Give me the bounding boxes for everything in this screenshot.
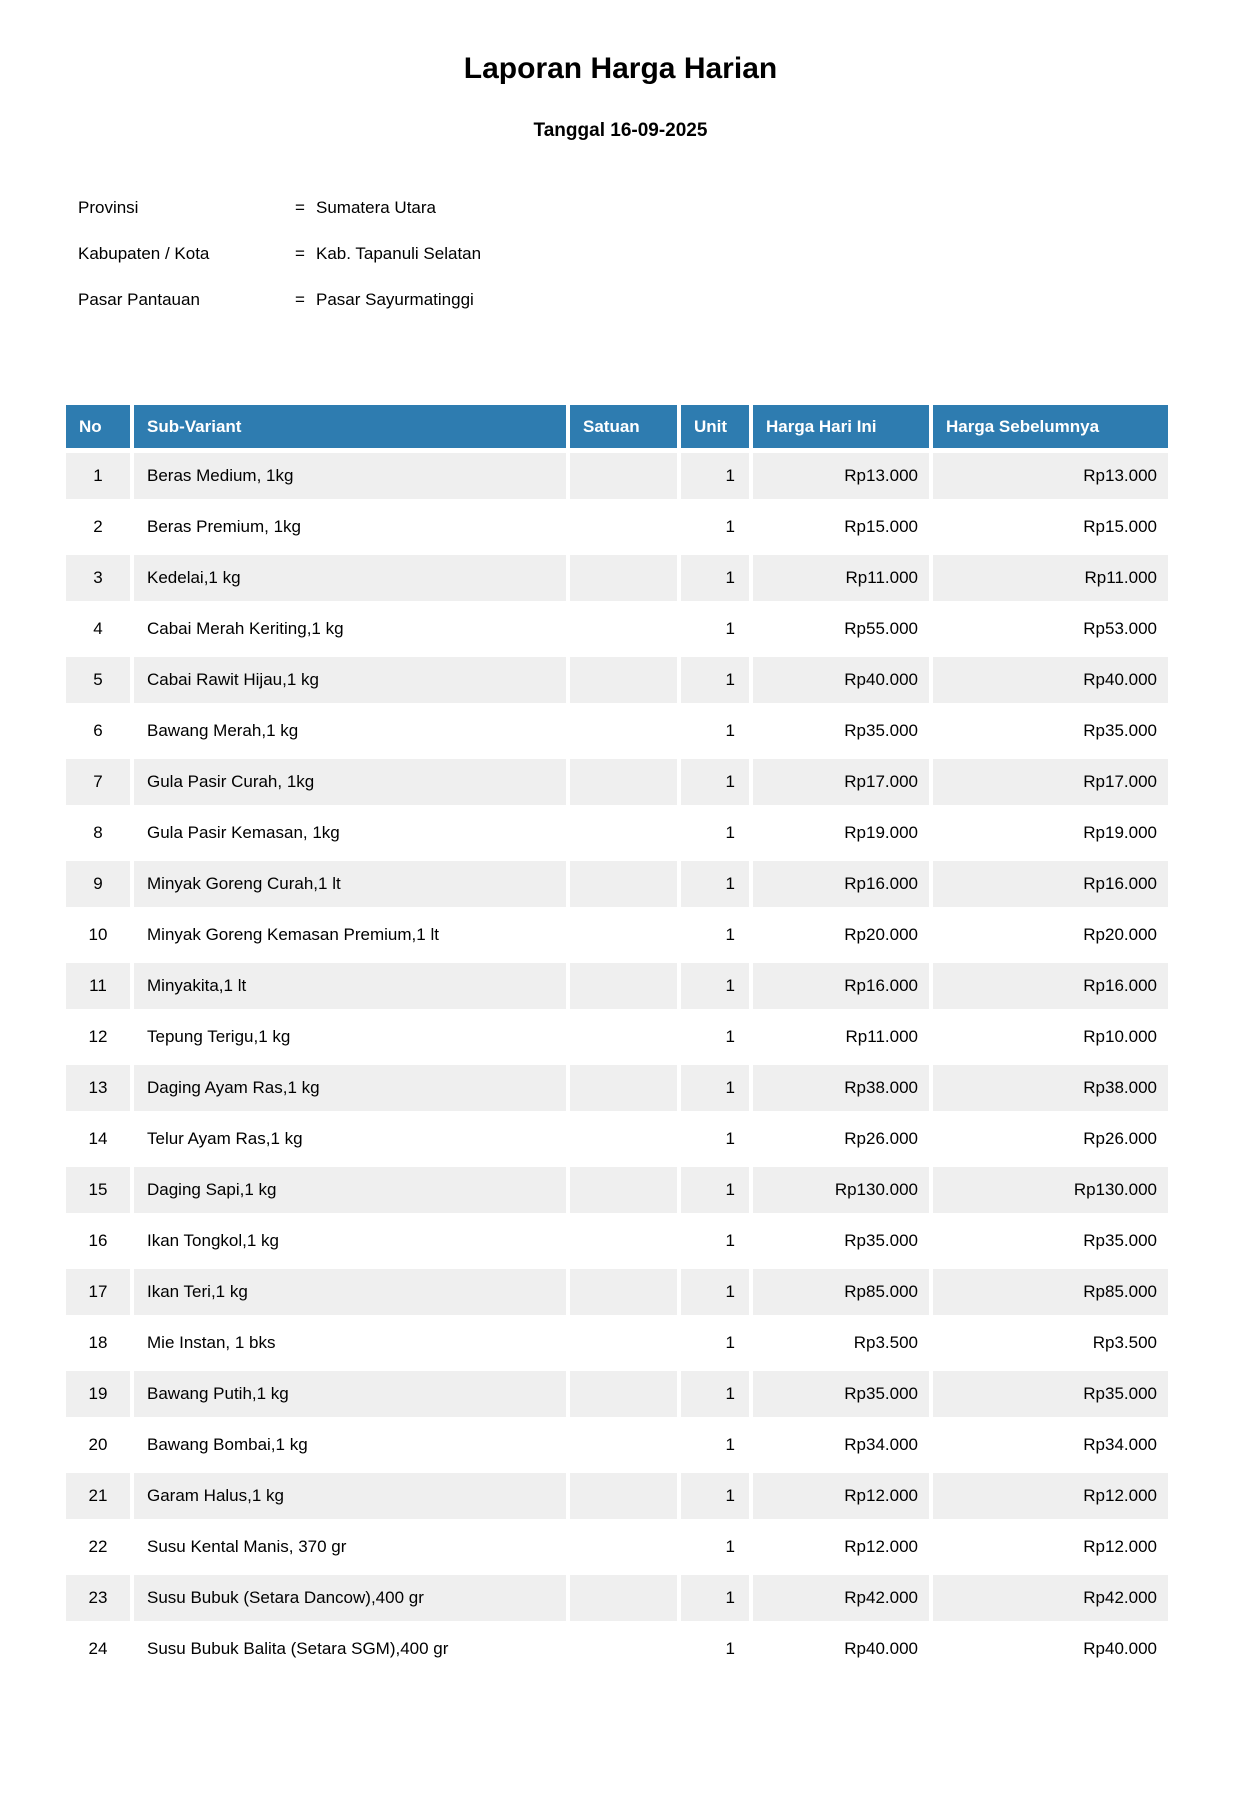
cell-no: 9 [66,861,130,907]
cell-harga-sebelumnya: Rp12.000 [933,1473,1168,1519]
price-table-body [66,453,1168,1672]
cell-harga-hari-ini: Rp13.000 [753,453,929,499]
cell-no: 19 [66,1371,130,1417]
cell-harga-hari-ini: Rp16.000 [753,963,929,1009]
cell-sub-variant: Susu Bubuk Balita (Setara SGM),400 gr [134,1626,566,1672]
table-row [66,453,1168,499]
table-row [66,1218,1168,1264]
cell-harga-sebelumnya: Rp20.000 [933,912,1168,958]
meta-field-row [78,185,1241,231]
cell-harga-sebelumnya: Rp10.000 [933,1014,1168,1060]
cell-no: 14 [66,1116,130,1162]
table-row [66,1371,1168,1417]
cell-unit: 1 [681,708,749,754]
column-header-harga-sebelumnya: Harga Sebelumnya [933,405,1168,448]
table-row [66,1524,1168,1570]
cell-harga-hari-ini: Rp130.000 [753,1167,929,1213]
cell-harga-sebelumnya: Rp53.000 [933,606,1168,652]
cell-no: 1 [66,453,130,499]
cell-satuan [570,1218,677,1264]
meta-label: Provinsi [78,198,139,217]
cell-sub-variant: Minyak Goreng Kemasan Premium,1 lt [134,912,566,958]
cell-satuan [570,1422,677,1468]
cell-satuan [570,1626,677,1672]
cell-no: 12 [66,1014,130,1060]
cell-harga-sebelumnya: Rp35.000 [933,1371,1168,1417]
column-header-satuan: Satuan [570,405,677,448]
cell-sub-variant: Minyakita,1 lt [134,963,566,1009]
cell-satuan [570,810,677,856]
cell-no: 13 [66,1065,130,1111]
table-row [66,1626,1168,1672]
cell-sub-variant: Bawang Bombai,1 kg [134,1422,566,1468]
cell-unit: 1 [681,1116,749,1162]
cell-no: 11 [66,963,130,1009]
cell-sub-variant: Gula Pasir Curah, 1kg [134,759,566,805]
cell-unit: 1 [681,1218,749,1264]
cell-sub-variant: Cabai Rawit Hijau,1 kg [134,657,566,703]
table-row [66,657,1168,703]
table-row [66,1065,1168,1111]
cell-no: 3 [66,555,130,601]
cell-harga-hari-ini: Rp35.000 [753,1371,929,1417]
cell-satuan [570,657,677,703]
cell-unit: 1 [681,861,749,907]
cell-unit: 1 [681,555,749,601]
cell-unit: 1 [681,657,749,703]
cell-no: 20 [66,1422,130,1468]
cell-no: 18 [66,1320,130,1366]
cell-harga-hari-ini: Rp40.000 [753,657,929,703]
meta-value: Pasar Sayurmatinggi [316,290,474,309]
cell-sub-variant: Minyak Goreng Curah,1 lt [134,861,566,907]
cell-harga-sebelumnya: Rp16.000 [933,963,1168,1009]
cell-unit: 1 [681,1167,749,1213]
cell-unit: 1 [681,1473,749,1519]
table-row [66,963,1168,1009]
cell-satuan [570,1167,677,1213]
cell-harga-sebelumnya: Rp130.000 [933,1167,1168,1213]
table-row [66,555,1168,601]
meta-equals-sign: = [295,244,305,263]
cell-no: 15 [66,1167,130,1213]
cell-harga-hari-ini: Rp55.000 [753,606,929,652]
price-table [62,400,1172,1677]
cell-harga-hari-ini: Rp85.000 [753,1269,929,1315]
cell-unit: 1 [681,1269,749,1315]
cell-satuan [570,1269,677,1315]
cell-sub-variant: Beras Premium, 1kg [134,504,566,550]
cell-harga-hari-ini: Rp11.000 [753,1014,929,1060]
cell-harga-hari-ini: Rp42.000 [753,1575,929,1621]
meta-field-row [78,277,1241,323]
cell-no: 16 [66,1218,130,1264]
cell-unit: 1 [681,1065,749,1111]
table-header-row [66,405,1168,448]
cell-unit: 1 [681,810,749,856]
cell-satuan [570,1473,677,1519]
cell-sub-variant: Kedelai,1 kg [134,555,566,601]
cell-unit: 1 [681,759,749,805]
table-row [66,861,1168,907]
cell-no: 7 [66,759,130,805]
cell-harga-sebelumnya: Rp11.000 [933,555,1168,601]
cell-harga-sebelumnya: Rp35.000 [933,1218,1168,1264]
cell-sub-variant: Garam Halus,1 kg [134,1473,566,1519]
cell-harga-hari-ini: Rp19.000 [753,810,929,856]
cell-harga-sebelumnya: Rp26.000 [933,1116,1168,1162]
cell-harga-sebelumnya: Rp40.000 [933,657,1168,703]
cell-satuan [570,1371,677,1417]
meta-value: Kab. Tapanuli Selatan [316,244,482,263]
cell-no: 24 [66,1626,130,1672]
cell-satuan [570,1524,677,1570]
cell-no: 17 [66,1269,130,1315]
cell-no: 10 [66,912,130,958]
cell-harga-sebelumnya: Rp12.000 [933,1524,1168,1570]
cell-satuan [570,504,677,550]
cell-no: 21 [66,1473,130,1519]
cell-harga-hari-ini: Rp15.000 [753,504,929,550]
cell-sub-variant: Susu Bubuk (Setara Dancow),400 gr [134,1575,566,1621]
cell-harga-hari-ini: Rp11.000 [753,555,929,601]
cell-harga-hari-ini: Rp26.000 [753,1116,929,1162]
cell-no: 4 [66,606,130,652]
cell-unit: 1 [681,1014,749,1060]
cell-harga-hari-ini: Rp34.000 [753,1422,929,1468]
column-header-harga-hari-ini: Harga Hari Ini [753,405,929,448]
meta-value: Sumatera Utara [316,198,436,217]
cell-unit: 1 [681,504,749,550]
cell-satuan [570,1065,677,1111]
meta-field-row [78,231,1241,277]
meta-equals-sign: = [295,290,305,309]
cell-harga-hari-ini: Rp38.000 [753,1065,929,1111]
cell-satuan [570,453,677,499]
cell-satuan [570,1116,677,1162]
cell-harga-sebelumnya: Rp16.000 [933,861,1168,907]
cell-satuan [570,1320,677,1366]
cell-harga-hari-ini: Rp35.000 [753,1218,929,1264]
page-subtitle: Tanggal 16-09-2025 [533,120,708,141]
cell-unit: 1 [681,1626,749,1672]
cell-unit: 1 [681,453,749,499]
table-row [66,1473,1168,1519]
cell-harga-hari-ini: Rp3.500 [753,1320,929,1366]
meta-label: Kabupaten / Kota [78,244,210,263]
cell-harga-hari-ini: Rp17.000 [753,759,929,805]
table-row [66,504,1168,550]
cell-no: 2 [66,504,130,550]
cell-harga-sebelumnya: Rp38.000 [933,1065,1168,1111]
cell-satuan [570,1014,677,1060]
cell-harga-hari-ini: Rp35.000 [753,708,929,754]
cell-harga-hari-ini: Rp16.000 [753,861,929,907]
cell-unit: 1 [681,1422,749,1468]
cell-harga-hari-ini: Rp12.000 [753,1473,929,1519]
cell-harga-sebelumnya: Rp17.000 [933,759,1168,805]
cell-harga-sebelumnya: Rp42.000 [933,1575,1168,1621]
cell-harga-hari-ini: Rp20.000 [753,912,929,958]
cell-satuan [570,861,677,907]
cell-no: 6 [66,708,130,754]
cell-harga-sebelumnya: Rp34.000 [933,1422,1168,1468]
page-title: Laporan Harga Harian [463,52,778,85]
table-row [66,708,1168,754]
cell-unit: 1 [681,606,749,652]
cell-sub-variant: Bawang Putih,1 kg [134,1371,566,1417]
cell-unit: 1 [681,1320,749,1366]
cell-satuan [570,606,677,652]
cell-no: 8 [66,810,130,856]
table-row [66,1167,1168,1213]
table-row [66,1116,1168,1162]
cell-satuan [570,912,677,958]
cell-no: 5 [66,657,130,703]
table-row [66,912,1168,958]
report-meta [78,185,1241,323]
table-row [66,759,1168,805]
table-row [66,1422,1168,1468]
cell-harga-sebelumnya: Rp19.000 [933,810,1168,856]
cell-no: 22 [66,1524,130,1570]
table-row [66,1014,1168,1060]
cell-satuan [570,555,677,601]
cell-unit: 1 [681,963,749,1009]
cell-sub-variant: Ikan Teri,1 kg [134,1269,566,1315]
cell-sub-variant: Telur Ayam Ras,1 kg [134,1116,566,1162]
cell-unit: 1 [681,1524,749,1570]
meta-label: Pasar Pantauan [78,290,200,309]
cell-sub-variant: Mie Instan, 1 bks [134,1320,566,1366]
cell-sub-variant: Tepung Terigu,1 kg [134,1014,566,1060]
cell-harga-sebelumnya: Rp35.000 [933,708,1168,754]
cell-sub-variant: Cabai Merah Keriting,1 kg [134,606,566,652]
cell-harga-hari-ini: Rp12.000 [753,1524,929,1570]
cell-sub-variant: Susu Kental Manis, 370 gr [134,1524,566,1570]
table-row [66,606,1168,652]
cell-sub-variant: Daging Sapi,1 kg [134,1167,566,1213]
table-row [66,1320,1168,1366]
cell-harga-hari-ini: Rp40.000 [753,1626,929,1672]
cell-sub-variant: Bawang Merah,1 kg [134,708,566,754]
cell-sub-variant: Gula Pasir Kemasan, 1kg [134,810,566,856]
cell-satuan [570,759,677,805]
column-header-unit: Unit [681,405,749,448]
table-row [66,1269,1168,1315]
table-row [66,1575,1168,1621]
cell-unit: 1 [681,912,749,958]
cell-satuan [570,963,677,1009]
cell-harga-sebelumnya: Rp15.000 [933,504,1168,550]
cell-harga-sebelumnya: Rp13.000 [933,453,1168,499]
cell-satuan [570,708,677,754]
cell-satuan [570,1575,677,1621]
column-header-no: No [66,405,130,448]
meta-equals-sign: = [295,198,305,217]
column-header-sub-variant: Sub-Variant [134,405,566,448]
cell-sub-variant: Daging Ayam Ras,1 kg [134,1065,566,1111]
cell-sub-variant: Beras Medium, 1kg [134,453,566,499]
cell-unit: 1 [681,1371,749,1417]
table-row [66,810,1168,856]
cell-sub-variant: Ikan Tongkol,1 kg [134,1218,566,1264]
cell-unit: 1 [681,1575,749,1621]
cell-harga-sebelumnya: Rp85.000 [933,1269,1168,1315]
cell-harga-sebelumnya: Rp3.500 [933,1320,1168,1366]
cell-harga-sebelumnya: Rp40.000 [933,1626,1168,1672]
cell-no: 23 [66,1575,130,1621]
